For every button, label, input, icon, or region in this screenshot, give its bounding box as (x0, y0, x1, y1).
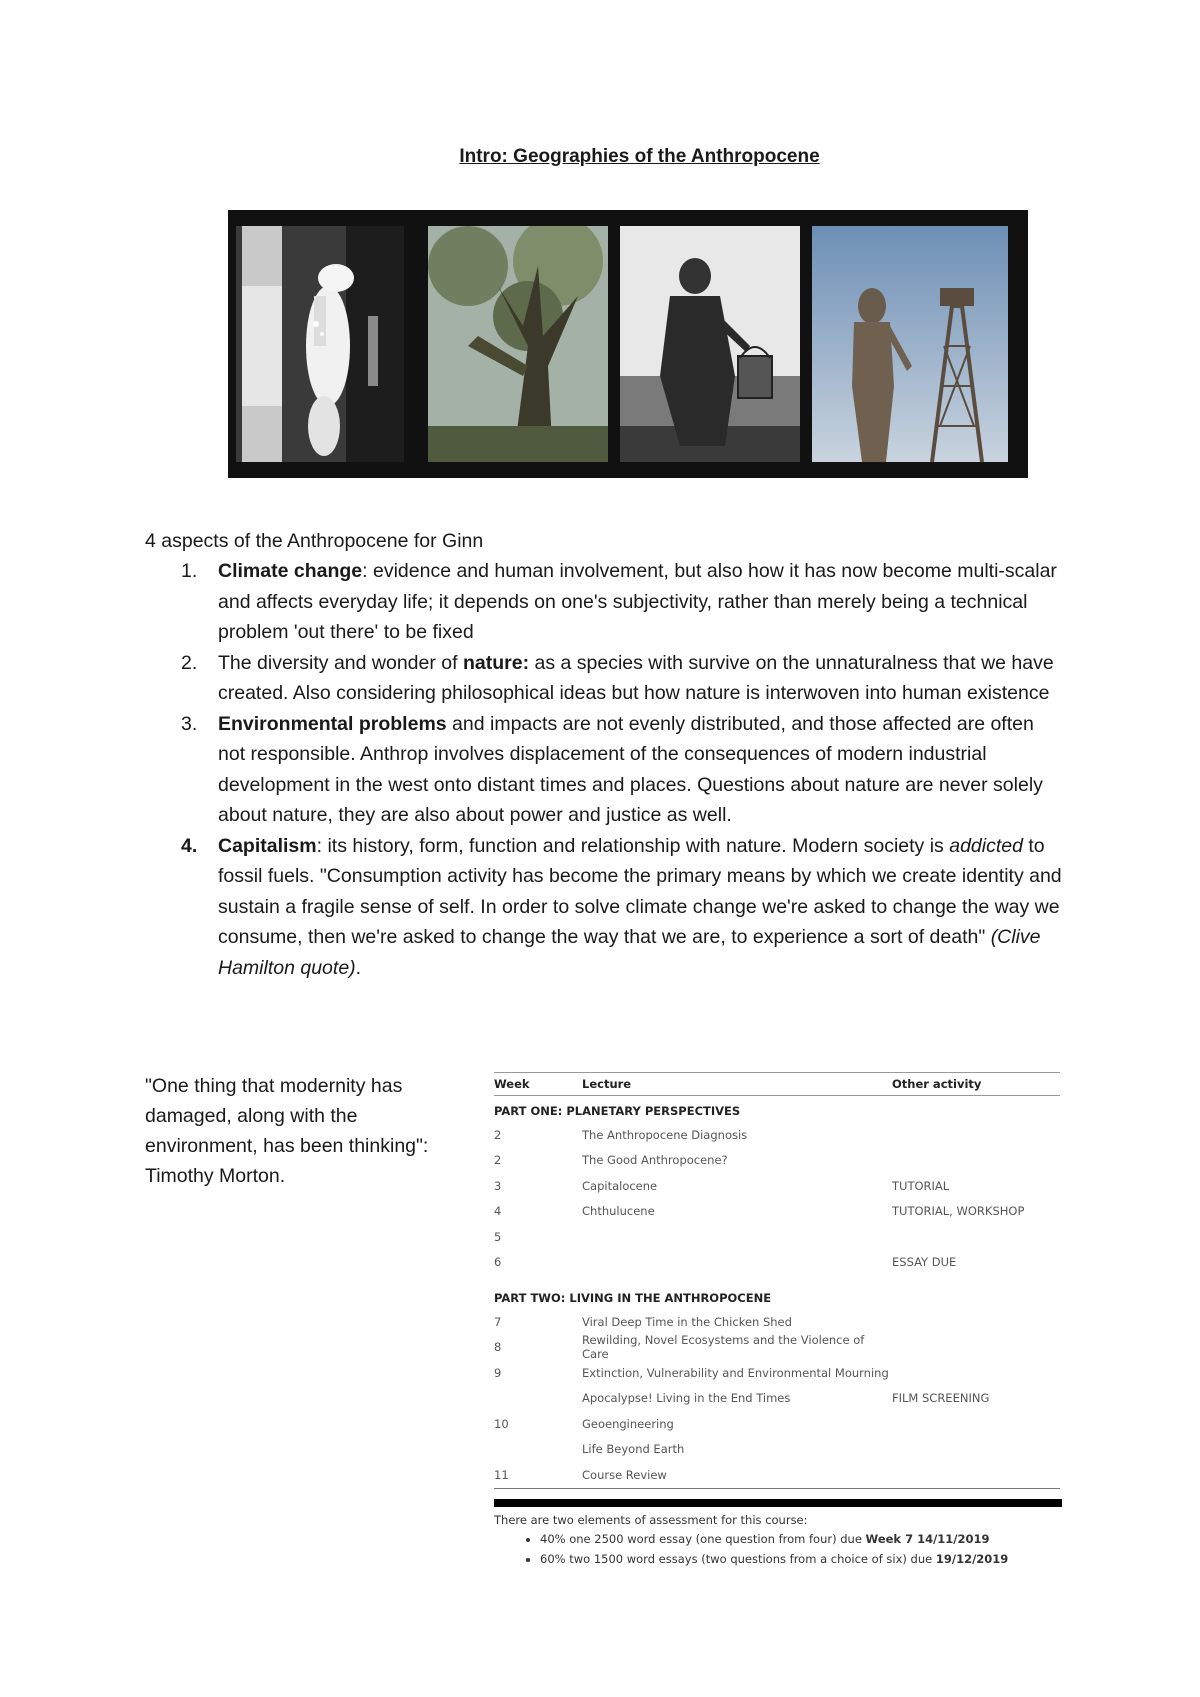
assessment-text: 40% one 2500 word essay (one question from four) due (540, 1531, 866, 1546)
cell-week: 4 (494, 1204, 502, 1219)
list-item (145, 831, 1065, 984)
assessment-text: 60% two 1500 word essays (two questions from a choice of six) due (540, 1551, 936, 1566)
divider (494, 1499, 1062, 1507)
cell-lecture: Life Beyond Earth (582, 1442, 685, 1457)
cell-lecture: Course Review (582, 1467, 667, 1482)
list-number: 1. (181, 560, 198, 582)
cell-other: ESSAY DUE (892, 1255, 957, 1270)
cell-lecture: Apocalypse! Living in the End Times (582, 1391, 791, 1406)
cell-week: 2 (494, 1127, 502, 1142)
schedule-header (494, 1072, 1060, 1096)
table-row (494, 1411, 1060, 1437)
table-row (494, 1224, 1060, 1250)
list-item (145, 648, 1065, 709)
cell-other: FILM SCREENING (892, 1391, 990, 1406)
cell-week: 9 (494, 1365, 502, 1380)
table-row (494, 1437, 1060, 1463)
aspect-term: Capitalism (218, 834, 317, 857)
list-item (145, 709, 1065, 831)
aspect-italic: addicted (949, 834, 1023, 857)
cell-week: 3 (494, 1178, 502, 1193)
cell-other: TUTORIAL, WORKSHOP (892, 1204, 1025, 1219)
aspects-intro: 4 aspects of the Anthropocene for Ginn (145, 530, 484, 552)
aspect-text: : its history, form, function and relationship with nature. Modern society is (316, 834, 950, 857)
table-row (494, 1173, 1060, 1199)
aspect-text: and impacts are not evenly distributed, and those affected are often not responsible. Anthrop involves displacement of the consequences of modern industrial development in the west onto distant times and places. Questions about nature are never solely about nature, they are also about power and justice as well. (218, 712, 1043, 826)
cell-lecture: Capitalocene (582, 1178, 658, 1193)
aspect-text: : evidence and human involvement, but also how it has now become multi-scalar and affects everyday life; it depends on one's subjectivity, rather than merely being a technical problem 'out there' to be fixed (218, 560, 1057, 643)
header-other: Other activity (892, 1077, 982, 1091)
cell-lecture: Extinction, Vulnerability and Environmental Mourning (582, 1365, 889, 1380)
table-row (494, 1309, 1060, 1335)
assessment-section (494, 1513, 1060, 1569)
aspect-term: nature: (462, 651, 530, 674)
woman-with-bucket-icon (620, 226, 800, 462)
assessment-intro: There are two elements of assessment for this course: (494, 1512, 808, 1527)
divider (494, 1488, 1060, 1489)
cell-week: 10 (494, 1416, 509, 1431)
cell-lecture: Chthulucene (582, 1204, 655, 1219)
table-row (494, 1122, 1060, 1148)
cell-other: TUTORIAL (892, 1178, 950, 1193)
cell-week: 11 (494, 1467, 509, 1482)
header-week: Week (494, 1077, 530, 1091)
table-row (494, 1148, 1060, 1174)
cell-lecture: The Anthropocene Diagnosis (582, 1127, 748, 1142)
header-lecture: Lecture (582, 1077, 632, 1091)
cell-week: 7 (494, 1314, 502, 1329)
cell-week: 2 (494, 1153, 502, 1168)
aspects-list (145, 556, 1065, 983)
cell-lecture: The Good Anthropocene? (582, 1153, 728, 1168)
list-number: 4. (181, 834, 198, 857)
aspect-text: to fossil fuels. "Consumption activity has become the primary means by which we create identity and sustain a fragile sense of self. In order to solve climate change we're asked to change the way we consume, then we're asked to change the way that we are, to experience a sort of death" (218, 834, 1062, 948)
table-row (494, 1199, 1060, 1225)
table-row (494, 1360, 1060, 1386)
part-one-heading: PART ONE: PLANETARY PERSPECTIVES (494, 1104, 741, 1118)
table-row (494, 1386, 1060, 1412)
table-row (494, 1335, 1060, 1361)
aspect-citation: (Clive Hamilton quote) (218, 926, 1041, 979)
aspect-term: Environmental problems (218, 712, 447, 735)
cell-lecture: Viral Deep Time in the Chicken Shed (582, 1314, 792, 1329)
aspect-text: as a species with survive on the unnaturalness that we have created. Also considering philosophical ideas but how nature is interwoven into human existence (218, 651, 1054, 704)
assessment-due: 19/12/2019 (935, 1551, 1009, 1566)
course-schedule (494, 1072, 1060, 1569)
list-number: 3. (181, 712, 198, 735)
assessment-due: Week 7 14/11/2019 (865, 1531, 990, 1546)
aspect-term: Climate change (218, 560, 363, 582)
list-item (145, 556, 1065, 648)
aspect-tail: . (355, 956, 362, 979)
assessment-list (494, 1529, 1060, 1569)
page-title: Intro: Geographies of the Anthropocene (459, 146, 820, 167)
cell-week: 8 (494, 1340, 502, 1355)
table-row (494, 1250, 1060, 1276)
table-row (494, 1462, 1060, 1488)
cell-lecture: Rewilding, Novel Ecosystems and the Violence of Care (582, 1333, 865, 1362)
list-item (540, 1549, 1060, 1569)
cell-week: 6 (494, 1255, 502, 1270)
cell-week: 5 (494, 1229, 502, 1244)
polar-bear-icon (236, 226, 404, 462)
cell-lecture: Geoengineering (582, 1416, 674, 1431)
aspect-lead: The diversity and wonder of (218, 651, 463, 674)
part-two-heading: PART TWO: LIVING IN THE ANTHROPOCENE (494, 1291, 772, 1305)
morton-quote: "One thing that modernity has damaged, along with the environment, has been thinking": Timothy Morton. (145, 1075, 429, 1187)
image-banner (228, 210, 1028, 478)
list-number: 2. (181, 651, 198, 674)
tree-icon (428, 226, 608, 462)
list-item (540, 1529, 1060, 1549)
statue-and-tower-icon (812, 226, 1008, 462)
